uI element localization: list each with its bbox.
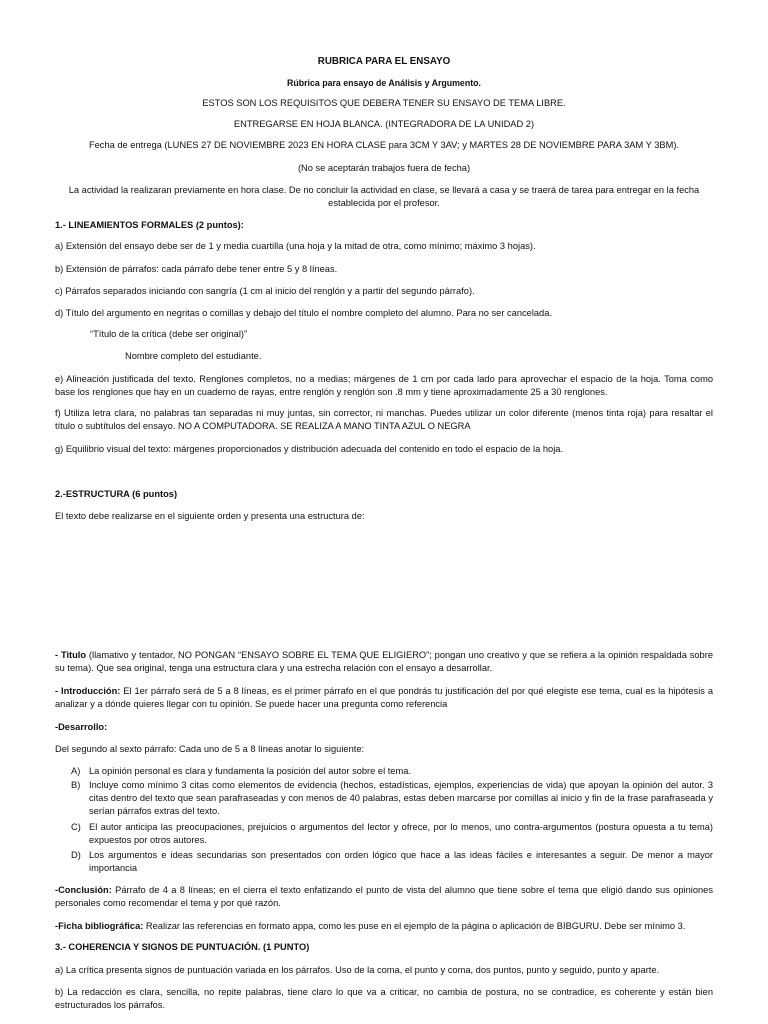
titulo-text: (llamativo y tentador, NO PONGAN “ENSAYO SOBRE EL TEMA QUE ELIGIERO”; pongan uno creativo y que se refiera a la opinión respaldada sobre su tema). Que sea original, tenga una estructura clara y una estrecha relación con el ensayo a desarrollar. <box>55 650 713 673</box>
desarrollo-list-item <box>71 849 713 875</box>
section1-item-d: d) Título del argumento en negritas o comillas y debajo del título el nombre completo del alumno. Para no ser cancelada. <box>55 308 552 318</box>
header-line-delivery: ENTREGARSE EN HOJA BLANCA. (INTEGRADORA DE LA UNIDAD 2) <box>233 119 535 129</box>
header-line-date: Fecha de entrega (LUNES 27 DE NOVIEMBRE 2023 EN HORA CLASE para 3CM Y 3AV; y MARTES 28 DE NOVIEMBRE PARA 3AM Y 3BM). <box>88 140 680 150</box>
section1-item-f: f) Utiliza letra clara, no palabras tan separadas ni muy juntas, sin corrector, ni manchas. Puedes utilizar un color diferente (menos tinta roja) para resaltar el título o subtítulos del ensayo. NO A COMPUTADORA. SE REALIZA A MANO TINTA AZUL O NEGRA <box>55 408 713 431</box>
section3-item-b: b) La redacción es clara, sencilla, no repite palabras, tiene claro lo que va a criticar, no cambia de postura, no se contradice, es coherente y están bien estructurados los párrafos. <box>55 987 713 1010</box>
section2-ficha-paragraph <box>55 920 713 933</box>
section2-titulo-paragraph <box>55 649 713 675</box>
desarrollo-intro: Del segundo al sexto párrafo: Cada uno de 5 a 8 líneas anotar lo siguiente: <box>55 744 365 754</box>
document-subtitle: Rúbrica para ensayo de Análisis y Argumento. <box>287 78 481 88</box>
list-marker: A) <box>71 766 81 776</box>
section1-item-e: e) Alineación justificada del texto. Renglones completos, no a medias; márgenes de 1 cm por cada lado para aprovechar el espacio de la hoja. Toma como base los renglones que hay en un cuaderno de rayas, entre renglón y renglón son .8 mm y tiene aproximadamente 25 a 30 renglones. <box>55 374 713 397</box>
desarrollo-label: -Desarrollo: <box>55 722 108 732</box>
section1-example-name: Nombre completo del estudiante. <box>125 351 262 361</box>
section3-heading: 3.- COHERENCIA Y SIGNOS DE PUNTUACIÓN. (1 PUNTO) <box>55 942 310 952</box>
document-title: RUBRICA PARA EL ENSAYO <box>317 56 451 67</box>
titulo-label: - Titulo <box>55 650 87 660</box>
list-item-text: El autor anticipa las preocupaciones, prejuicios o argumentos del lector y ofrece, por lo menos, uno contra-argumentos (postura opuesta a tu tema) expuestos por otros autores. <box>89 822 713 845</box>
section1-heading: 1.- LINEAMIENTOS FORMALES (2 puntos): <box>55 220 244 230</box>
intro-line-2: establecida por el profesor. <box>328 198 440 208</box>
ficha-text: Realizar las referencias en formato appa, como les puse en el ejemplo de la página o aplicación de BIBGURU. Debe ser mínimo 3. <box>143 921 686 931</box>
desarrollo-list-item <box>71 765 713 778</box>
section2-intro: El texto debe realizarse en el siguiente orden y presenta una estructura de: <box>55 511 365 521</box>
list-marker: D) <box>71 850 81 860</box>
conclusion-label: -Conclusión: <box>55 885 112 895</box>
header-line-requirements: ESTOS SON LOS REQUISITOS QUE DEBERA TENER SU ENSAYO DE TEMA LIBRE. <box>202 98 566 108</box>
section2-conclusion-paragraph <box>55 884 713 910</box>
intro-line-1: La actividad la realizaran previamente en hora clase. De no concluir la actividad en clase, se llevará a casa y se traerá de tarea para entregar en la fecha <box>68 185 700 195</box>
list-marker: B) <box>71 780 81 790</box>
list-item-text: Los argumentos e ideas secundarias son presentados con orden lógico que hace a las ideas fáciles e interesantes a seguir. De menor a mayor importancia <box>89 850 713 873</box>
introduccion-text: El 1er párrafo será de 5 a 8 líneas, es el primer párrafo en el que pondrás tu justificación del por qué elegiste ese tema, cual es la hipótesis a analizar y a dónde quieres llegar con tu opinión. Se puede hacer una pregunta como referencia <box>55 686 713 709</box>
section2-introduccion-paragraph <box>55 685 713 711</box>
header-line-no-late: (No se aceptarán trabajos fuera de fecha) <box>297 163 471 173</box>
conclusion-text: Párrafo de 4 a 8 líneas; en el cierra el texto enfatizando el punto de vista del alumno que tiene sobre el tema que eligió dando sus opiniones personales como recomendar el tema y por qué razón. <box>55 885 713 908</box>
desarrollo-list-item <box>71 821 713 847</box>
ficha-label: -Ficha bibliográfica: <box>55 921 144 931</box>
section2-heading: 2.-ESTRUCTURA (6 puntos) <box>55 489 178 499</box>
desarrollo-list-item <box>71 779 713 818</box>
introduccion-label: - Introducción: <box>55 686 121 696</box>
section1-item-b: b) Extensión de párrafos: cada párrafo debe tener entre 5 y 8 líneas. <box>55 264 338 274</box>
section1-item-c: c) Párrafos separados iniciando con sangría (1 cm al inicio del renglón y a partir del segundo párrafo). <box>55 286 475 296</box>
section3-item-a: a) La crítica presenta signos de puntuación variada en los párrafos. Uso de la coma, el punto y coma, dos puntos, punto y seguido, punto y aparte. <box>55 965 660 975</box>
section1-example-title: “Título de la crítica (debe ser original)” <box>90 329 248 339</box>
list-item-text: La opinión personal es clara y fundamenta la posición del autor sobre el tema. <box>89 766 411 776</box>
list-item-text: Incluye como mínimo 3 citas como elementos de evidencia (hechos, estadísticas, ejemplos, experiencias de vida) que apoyan la opinión del autor. 3 citas dentro del texto que sean parafraseadas y con menos de 40 palabras, estas deben marcarse por comillas al inicio y fin de la frase parafraseada y serían párrafos extras del texto. <box>89 780 713 816</box>
list-marker: C) <box>71 822 81 832</box>
section1-item-g: g) Equilibrio visual del texto: márgenes proporcionados y distribución adecuada del contenido en todo el espacio de la hoja. <box>55 444 564 454</box>
section1-item-a: a) Extensión del ensayo debe ser de 1 y media cuartilla (una hoja y la mitad de otra, como mínimo; máximo 3 hojas). <box>55 241 536 251</box>
